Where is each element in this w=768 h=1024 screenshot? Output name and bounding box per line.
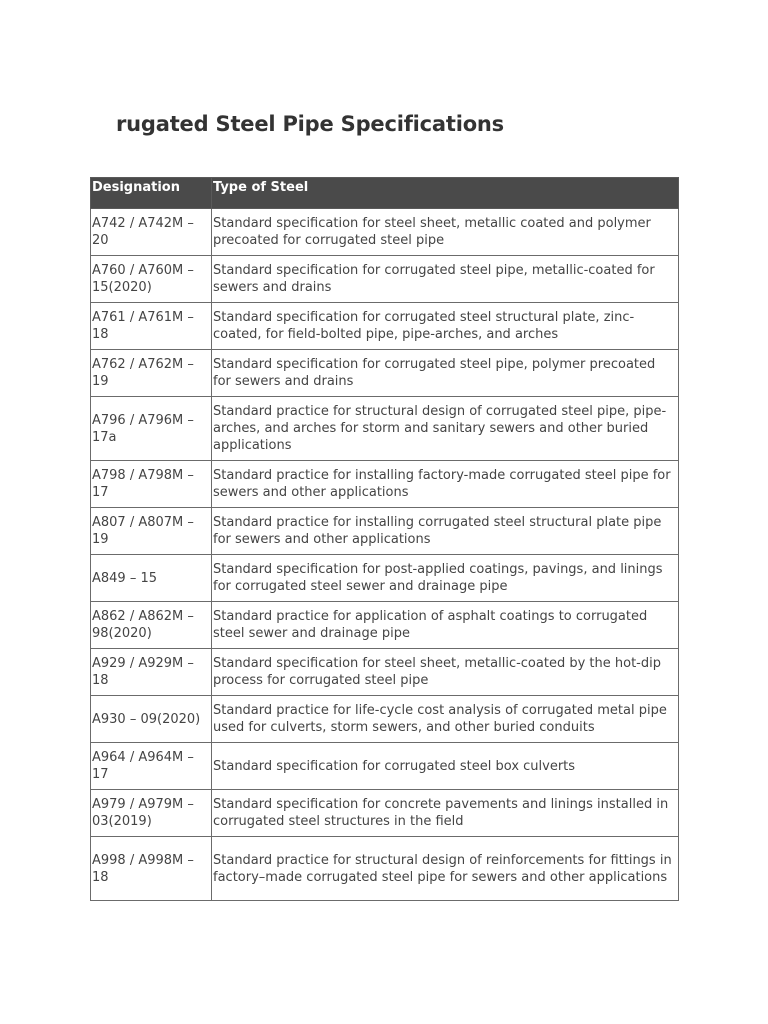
column-header-designation: Designation (91, 178, 212, 209)
table-row (91, 790, 679, 837)
designation-cell: A849 – 15 (91, 555, 212, 602)
table-row (91, 350, 679, 397)
designation-cell: A762 / A762M – 19 (91, 350, 212, 397)
table-row (91, 837, 679, 901)
type-of-steel-cell: Standard practice for application of asphalt coatings to corrugated steel sewer and drainage pipe (212, 602, 679, 649)
type-of-steel-cell: Standard specification for post-applied coatings, pavings, and linings for corrugated steel sewer and drainage pipe (212, 555, 679, 602)
type-of-steel-cell: Standard specification for corrugated steel pipe, metallic-coated for sewers and drains (212, 256, 679, 303)
type-of-steel-cell: Standard specification for corrugated steel pipe, polymer precoated for sewers and drains (212, 350, 679, 397)
type-of-steel-cell: Standard practice for installing factory-made corrugated steel pipe for sewers and other applications (212, 461, 679, 508)
type-of-steel-cell: Standard specification for concrete pavements and linings installed in corrugated steel structures in the field (212, 790, 679, 837)
table-header-row (91, 178, 679, 209)
type-of-steel-cell: Standard practice for structural design of reinforcements for fittings in factory–made corrugated steel pipe for sewers and other applications (212, 837, 679, 901)
designation-cell: A796 / A796M – 17a (91, 397, 212, 461)
type-of-steel-cell: Standard practice for installing corrugated steel structural plate pipe for sewers and other applications (212, 508, 679, 555)
table-row (91, 508, 679, 555)
table-row (91, 256, 679, 303)
designation-cell: A998 / A998M – 18 (91, 837, 212, 901)
table-row (91, 461, 679, 508)
type-of-steel-cell: Standard specification for steel sheet, metallic coated and polymer precoated for corrugated steel pipe (212, 209, 679, 256)
table-row (91, 397, 679, 461)
type-of-steel-cell: Standard specification for corrugated steel structural plate, zinc-coated, for field-bolted pipe, pipe-arches, and arches (212, 303, 679, 350)
specifications-table (90, 177, 679, 901)
type-of-steel-cell: Standard specification for steel sheet, metallic-coated by the hot-dip process for corrugated steel pipe (212, 649, 679, 696)
designation-cell: A862 / A862M – 98(2020) (91, 602, 212, 649)
table-row (91, 209, 679, 256)
type-of-steel-cell: Standard practice for structural design of corrugated steel pipe, pipe-arches, and arches for storm and sanitary sewers and other buried applications (212, 397, 679, 461)
page-title: rugated Steel Pipe Specifications (116, 112, 504, 136)
table-row (91, 303, 679, 350)
type-of-steel-cell: Standard specification for corrugated steel box culverts (212, 743, 679, 790)
type-of-steel-cell: Standard practice for life-cycle cost analysis of corrugated metal pipe used for culverts, storm sewers, and other buried conduits (212, 696, 679, 743)
table-row (91, 555, 679, 602)
designation-cell: A964 / A964M – 17 (91, 743, 212, 790)
table-row (91, 743, 679, 790)
designation-cell: A798 / A798M – 17 (91, 461, 212, 508)
table-row (91, 602, 679, 649)
designation-cell: A760 / A760M – 15(2020) (91, 256, 212, 303)
designation-cell: A761 / A761M – 18 (91, 303, 212, 350)
designation-cell: A979 / A979M – 03(2019) (91, 790, 212, 837)
designation-cell: A807 / A807M – 19 (91, 508, 212, 555)
designation-cell: A930 – 09(2020) (91, 696, 212, 743)
column-header-type-of-steel: Type of Steel (212, 178, 679, 209)
table-row (91, 696, 679, 743)
table-row (91, 649, 679, 696)
designation-cell: A929 / A929M – 18 (91, 649, 212, 696)
designation-cell: A742 / A742M – 20 (91, 209, 212, 256)
